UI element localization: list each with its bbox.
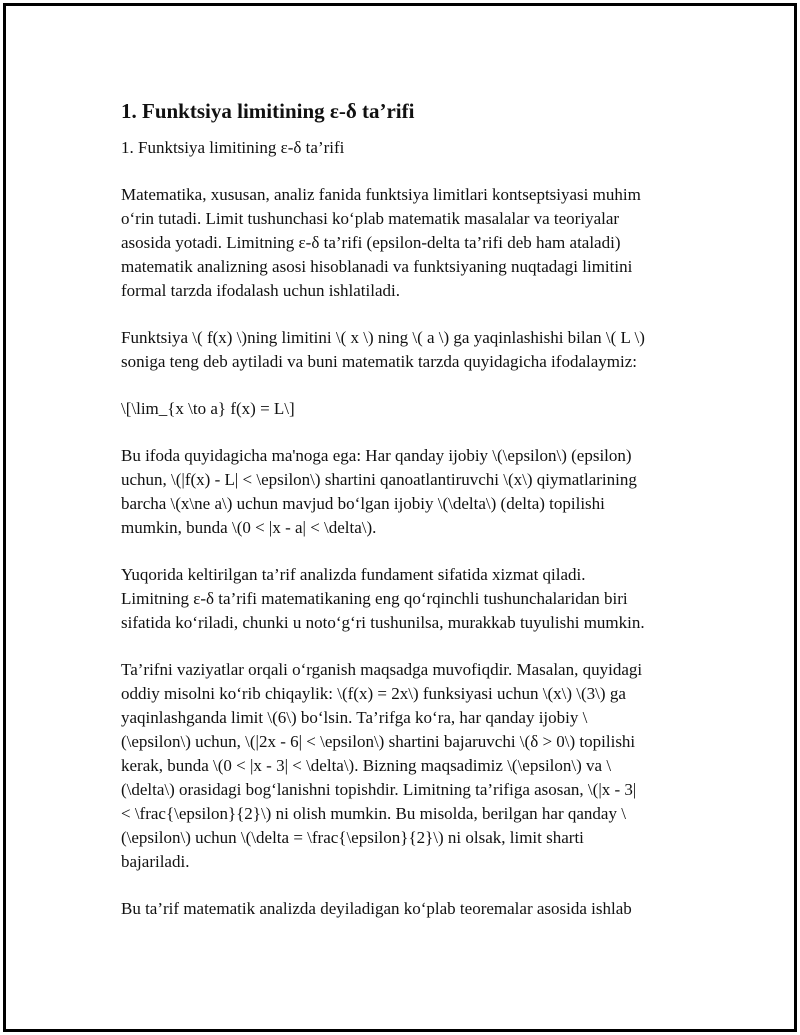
text-line: o‘rin tutadi. Limit tushunchasi ko‘plab matematik masalalar va teoriyalar — [121, 209, 620, 228]
text-line: (\epsilon\) uchun, \(|2x - 6| < \epsilon\) shartini bajaruvchi \(δ > 0\) topilishi — [121, 732, 636, 751]
text-line: bajariladi. — [121, 852, 190, 871]
paragraph-fundament — [121, 563, 721, 635]
paragraph-limit-statement — [121, 326, 721, 374]
paragraph-intro — [121, 183, 721, 303]
text-line: Funktsiya \( f(x) \)ning limitini \( x \) ning \( a \) ga yaqinlashishi bilan \( L \) — [121, 328, 645, 347]
text-line: soniga teng deb aytiladi va buni matematik tarzda quyidagicha ifodalaymiz: — [121, 352, 637, 371]
formula-line: \[\lim_{x \to a} f(x) = L\] — [121, 399, 295, 418]
text-line: Ta’rifni vaziyatlar orqali o‘rganish maqsadga muvofiqdir. Masalan, quyidagi — [121, 660, 643, 679]
text-line: Bu ifoda quyidagicha ma'noga ega: Har qanday ijobiy \(\epsilon\) (epsilon) — [121, 446, 632, 465]
text-line: uchun, \(|f(x) - L| < \epsilon\) shartini qanoatlantiruvchi \(x\) qiymatlarining — [121, 470, 637, 489]
text-line: Limitning ε-δ ta’rifi matematikaning eng qo‘rqinchli tushunchalaridan biri — [121, 589, 628, 608]
text-line: kerak, bunda \(0 < |x - 3| < \delta\). Bizning maqsadimiz \(\epsilon\) va \ — [121, 756, 612, 775]
text-line: (\delta\) orasidagi bog‘lanishni topishdir. Limitning ta’rifiga asosan, \(|x - 3| — [121, 780, 637, 799]
text-line: formal tarzda ifodalash uchun ishlatiladi. — [121, 281, 400, 300]
paragraph-meaning — [121, 444, 721, 540]
text-line: mumkin, bunda \(0 < |x - a| < \delta\). — [121, 518, 377, 537]
text-line: barcha \(x\ne a\) uchun mavjud bo‘lgan ijobiy \(\delta\) (delta) topilishi — [121, 494, 605, 513]
paragraph-closing — [121, 897, 721, 921]
text-line: sifatida ko‘riladi, chunki u noto‘g‘ri tushunilsa, murakkab tuyulishi mumkin. — [121, 613, 645, 632]
text-line: yaqinlashganda limit \(6\) bo‘lsin. Ta’rifga ko‘ra, har qanday ijobiy \ — [121, 708, 588, 727]
text-line: < \frac{\epsilon}{2}\) ni olish mumkin. Bu misolda, berilgan har qanday \ — [121, 804, 626, 823]
text-line: Yuqorida keltirilgan ta’rif analizda fundament sifatida xizmat qiladi. — [121, 565, 586, 584]
text-line: (\epsilon\) uchun \(\delta = \frac{\epsilon}{2}\) ni olsak, limit sharti — [121, 828, 584, 847]
document-body — [121, 98, 721, 921]
text-line: oddiy misolni ko‘rib chiqaylik: \(f(x) = 2x\) funksiyasi uchun \(x\) \(3\) ga — [121, 684, 626, 703]
text-line: asosida yotadi. Limitning ε-δ ta’rifi (epsilon-delta ta’rifi deb ham ataladi) — [121, 233, 621, 252]
text-line: Matematika, xususan, analiz fanida funktsiya limitlari kontseptsiyasi muhim — [121, 185, 641, 204]
text-line: matematik analizning asosi hisoblanadi va funktsiyaning nuqtadagi limitini — [121, 257, 633, 276]
paragraph-formula — [121, 397, 721, 421]
page-frame — [3, 3, 797, 1032]
document-subtitle: 1. Funktsiya limitining ε-δ ta’rifi — [121, 138, 345, 157]
paragraph-example — [121, 658, 721, 874]
document-title: 1. Funktsiya limitining ε-δ ta’rifi — [121, 99, 415, 123]
text-line: Bu ta’rif matematik analizda deyiladigan ko‘plab teoremalar asosida ishlab — [121, 899, 632, 918]
